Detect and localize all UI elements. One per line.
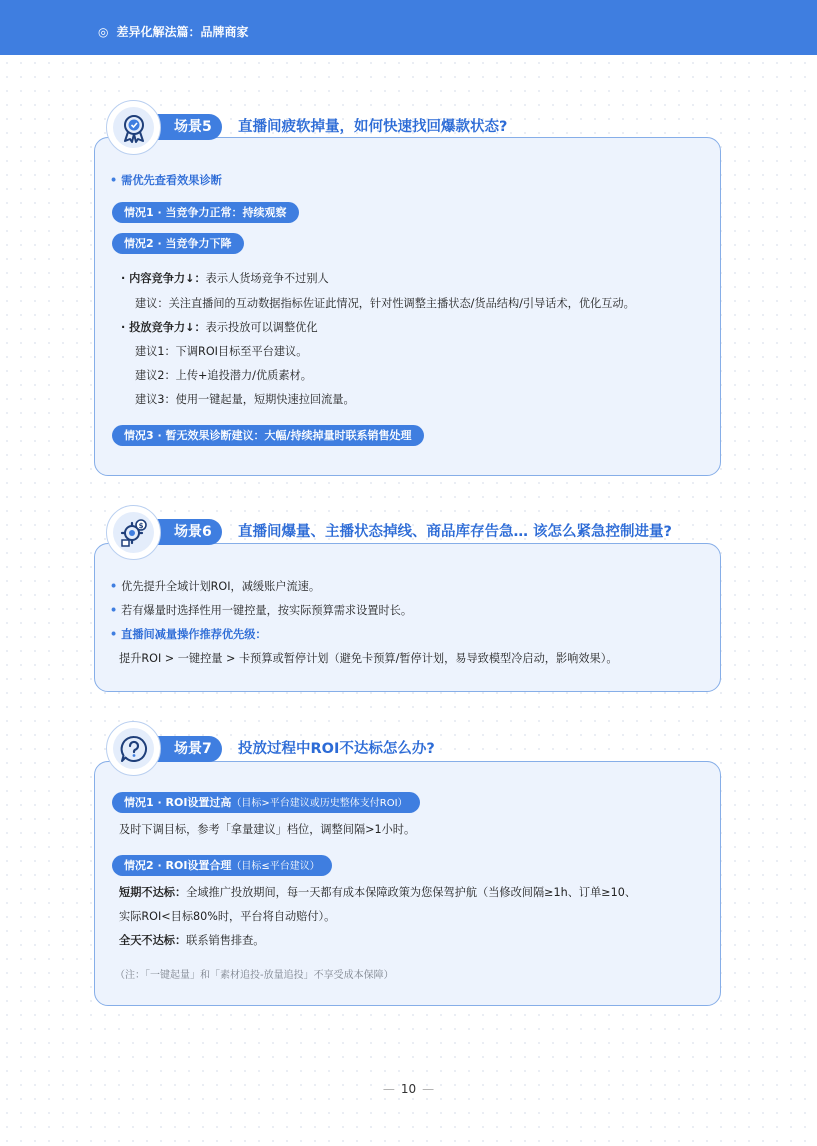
scene5-advice-2: 建议2：上传+追投潜力/优质素材。: [135, 369, 312, 382]
scene5-lead: • 需优先查看效果诊断: [110, 174, 222, 187]
svg-text:$: $: [138, 521, 143, 530]
scene5-pill-2: 情况2 · 当竞争力下降: [112, 233, 244, 254]
scene7-tag: 场景7: [148, 736, 222, 762]
scene5-title: 直播间疲软掉量，如何快速找回爆款状态?: [238, 119, 508, 135]
scene5-pill-3: 情况3 · 暂无效果诊断建议：大幅/持续掉量时联系销售处理: [112, 425, 424, 446]
scene5-content-line: · 内容竞争力↓：表示人货场竞争不过别人: [121, 272, 329, 285]
scene6-tag: 场景6: [148, 519, 222, 545]
scene5-content-advice: 建议：关注直播间的互动数据指标佐证此情况，针对性调整主播状态/货品结构/引导话术，优化互动。: [135, 297, 635, 310]
scene5-tag: 场景5: [148, 114, 222, 140]
scene6-badge: [106, 505, 161, 560]
scene7-full-line: 全天不达标：联系销售排查。: [119, 934, 265, 947]
scene6-card: [94, 543, 721, 692]
scene6-item-3-detail: 提升ROI > 一键控量 > 卡预算或暂停计划（避免卡预算/暂停计划，易导致模型冷启动，影响效果）。: [119, 652, 618, 665]
circle-icon: ◎: [98, 25, 109, 39]
scene6-item-2: • 若有爆量时选择性用一键控量，按实际预算需求设置时长。: [110, 604, 413, 617]
scene5-card: [94, 137, 721, 476]
scene7-pill-1: 情况1 · ROI设置过高（目标>平台建议或历史整体支付ROI）: [112, 792, 420, 813]
scene5-badge: [106, 100, 161, 155]
scene7-badge: [106, 721, 161, 776]
scene7-note: （注：「一键起量」和「素材追投-放量追投」不享受成本保障）: [115, 970, 394, 981]
scene7-short-line-1: 短期不达标：全域推广投放期间，每一天都有成本保障政策为您保驾护航（当修改间隔≥1h、订单≥10、: [119, 886, 637, 899]
scene5-advice-3: 建议3：使用一键起量，短期快速拉回流量。: [135, 393, 355, 406]
scene7-short-line-2: 实际ROI<目标80%时，平台将自动赔付）。: [119, 910, 336, 923]
scene5-advice-1: 建议1：下调ROI目标至平台建议。: [135, 345, 308, 358]
header-title-text: 差异化解法篇：品牌商家: [116, 25, 249, 39]
page-number: — 10 —: [382, 1082, 435, 1096]
scene5-ad-line: · 投放竞争力↓：表示投放可以调整优化: [121, 321, 318, 334]
scene7-text-1: 及时下调目标，参考「拿量建议」档位，调整间隔>1小时。: [119, 823, 416, 836]
question-bubble-icon: [119, 734, 149, 764]
header-bar: [0, 0, 817, 55]
gear-dollar-icon: [119, 518, 149, 548]
scene6-item-3: • 直播间减量操作推荐优先级：: [110, 628, 267, 641]
medal-icon: [120, 113, 148, 143]
scene6-item-1: • 优先提升全域计划ROI，减缓账户流速。: [110, 580, 321, 593]
scene7-card: [94, 761, 721, 1006]
scene6-title: 直播间爆量、主播状态掉线、商品库存告急… 该怎么紧急控制进量?: [238, 524, 672, 540]
scene7-title: 投放过程中ROI不达标怎么办?: [238, 741, 435, 757]
scene7-pill-2: 情况2 · ROI设置合理（目标≤平台建议）: [112, 855, 332, 876]
scene5-pill-1: 情况1 · 当竞争力正常：持续观察: [112, 202, 299, 223]
header-title: [98, 24, 249, 40]
